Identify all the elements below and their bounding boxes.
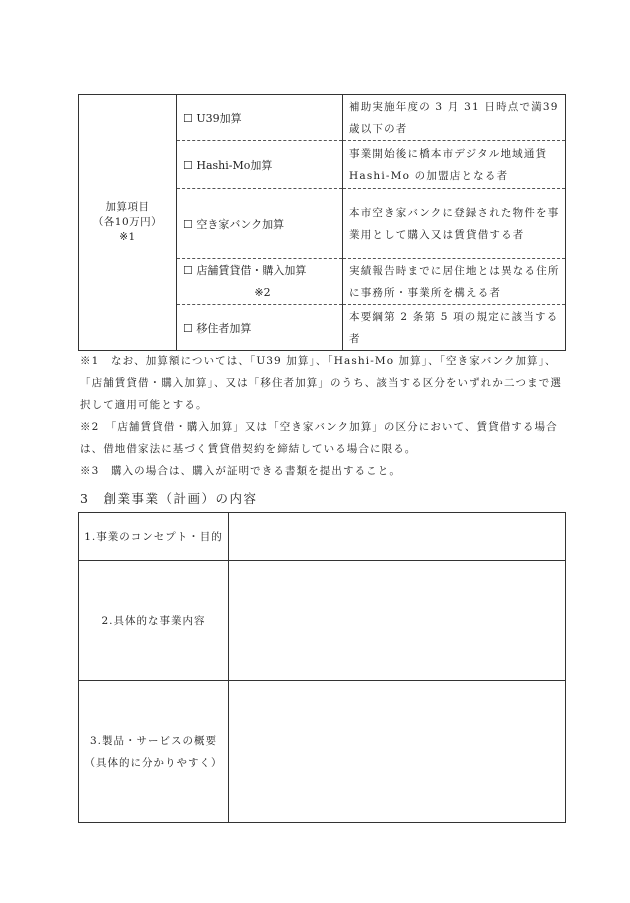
checkbox-icon[interactable]: ☐ (183, 158, 193, 172)
product-overview-label: 3.製品・サービスの概要（具体的に分かりやすく） (79, 681, 229, 823)
item-label: 店舗賃貸借・購入加算 (196, 263, 307, 277)
concept-label: 1.事業のコンセプト・目的 (79, 513, 229, 561)
checkbox-icon[interactable]: ☐ (183, 263, 193, 277)
item-note: ※2 (254, 285, 271, 299)
item-cell (177, 95, 343, 141)
category-label: 加算項目 (105, 201, 150, 213)
addition-items-table (78, 94, 566, 351)
item-cell (177, 141, 343, 189)
note-3: ※3 購入の場合は、購入が証明できる書類を提出すること。 (80, 465, 401, 477)
checkbox-icon[interactable]: ☐ (183, 321, 193, 335)
desc-cell: 事業開始後に橋本市デジタル地域通貨 Hashi-Mo の加盟店となる者 (343, 141, 566, 189)
item-cell (177, 259, 343, 305)
category-note: ※1 (119, 231, 136, 243)
item-label: 移住者加算 (196, 321, 252, 335)
table-row (79, 681, 566, 823)
checkbox-icon[interactable]: ☐ (183, 111, 193, 125)
item-label: 空き家バンク加算 (196, 217, 285, 231)
table-row (79, 561, 566, 681)
desc-cell: 実績報告時までに居住地とは異なる住所に事務所・事業所を構える者 (343, 259, 566, 305)
business-detail-field[interactable] (229, 561, 566, 681)
item-cell (177, 305, 343, 351)
item-label: Hashi-Mo加算 (196, 158, 273, 172)
item-label: U39加算 (196, 111, 242, 125)
table-row (79, 513, 566, 561)
desc-cell: 本要綱第 2 条第 5 項の規定に該当する者 (343, 305, 566, 351)
desc-cell: 本市空き家バンクに登録された物件を事業用として購入又は賃貸借する者 (343, 189, 566, 259)
note-1: ※1 なお、加算額については、「U39 加算」、「Hashi-Mo 加算」、「空き家バンク加算」、「店舗賃貸借・購入加算」、又は「移住者加算」のうち、該当する区分をいずれか二つまで選択して適用可能とする。 (80, 355, 562, 411)
notes-block (80, 350, 570, 482)
checkbox-icon[interactable]: ☐ (183, 217, 193, 231)
note-2: ※2 「店舗賃貸借・購入加算」又は「空き家バンク加算」の区分において、賃貸借する場合は、借地借家法に基づく賃貸借契約を締結している場合に限る。 (80, 421, 558, 455)
business-detail-label: 2.具体的な事業内容 (79, 561, 229, 681)
category-cell (79, 95, 177, 351)
business-plan-table (78, 512, 566, 823)
item-cell (177, 189, 343, 259)
desc-cell: 補助実施年度の 3 月 31 日時点で満39歳以下の者 (343, 95, 566, 141)
section-heading: 3 創業事業（計画）の内容 (80, 491, 258, 506)
concept-field[interactable] (229, 513, 566, 561)
table-row (79, 95, 566, 141)
category-amount: （各10万円） (92, 216, 163, 228)
product-overview-field[interactable] (229, 681, 566, 823)
